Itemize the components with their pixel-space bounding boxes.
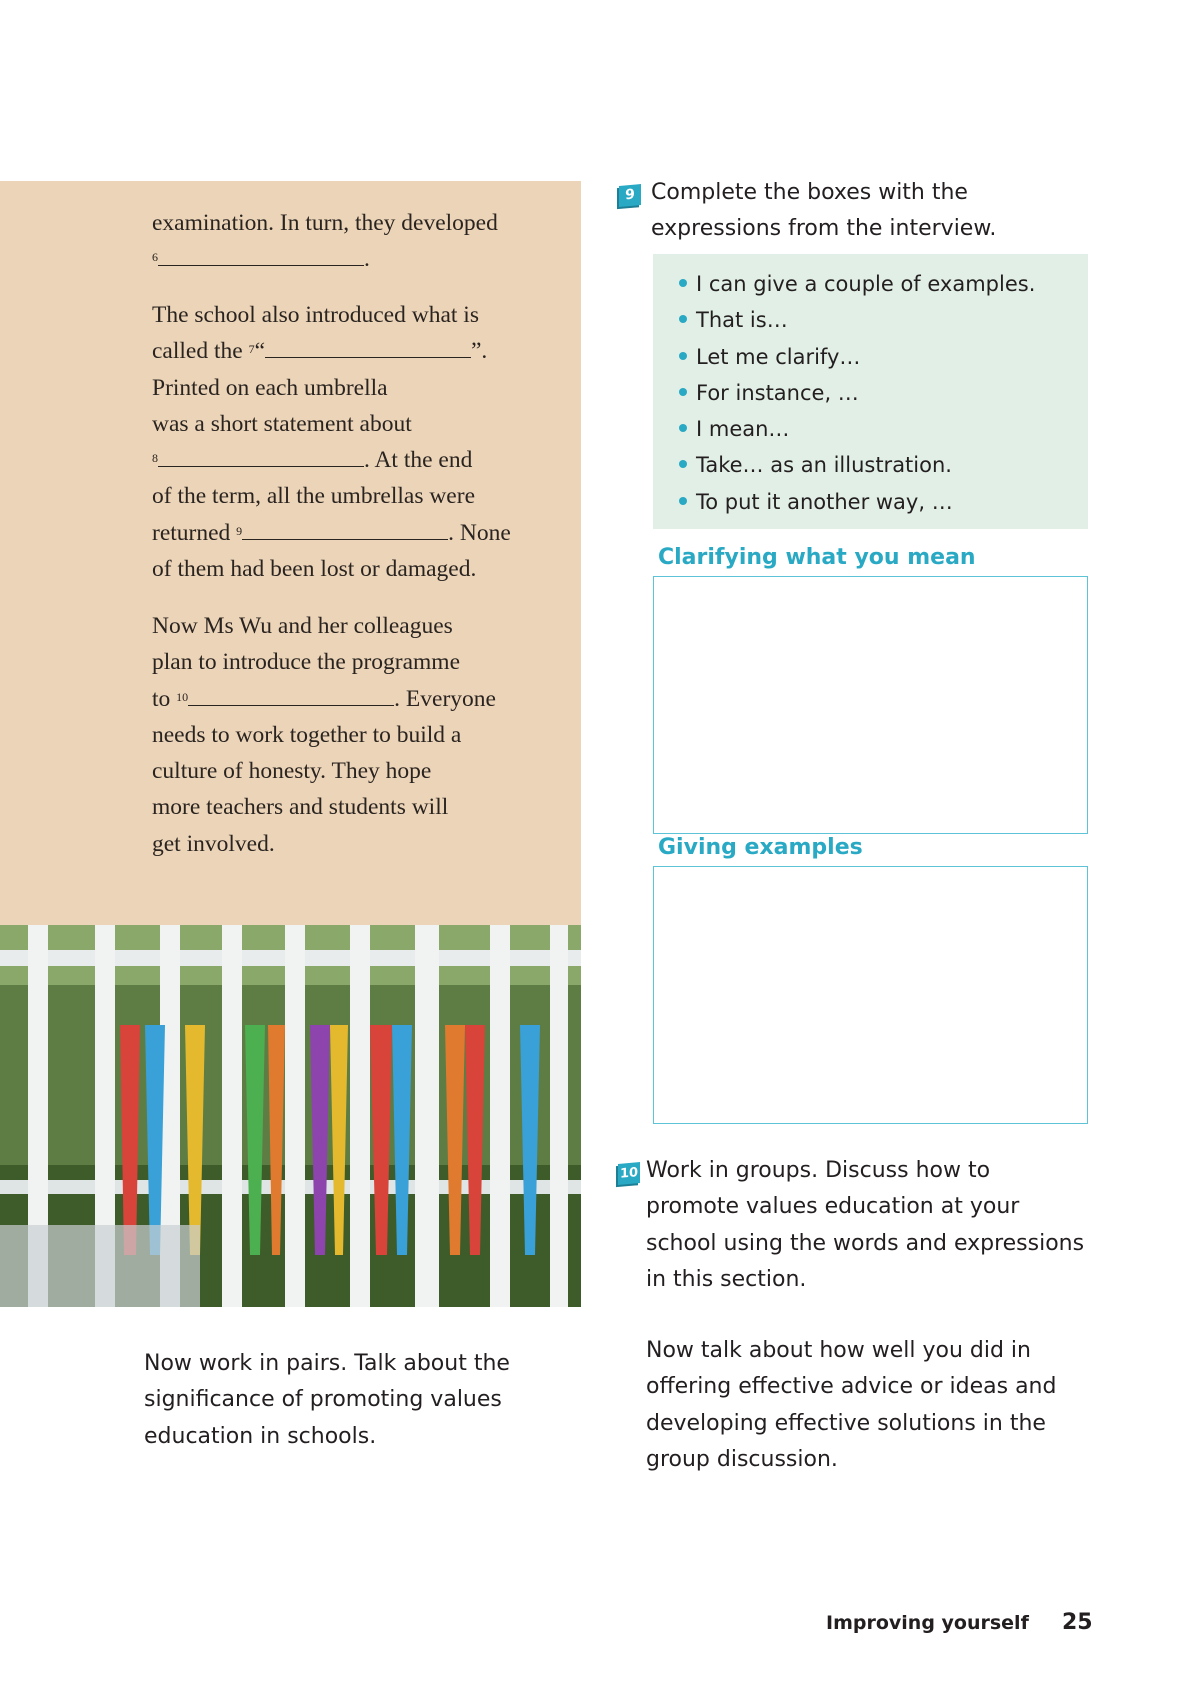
text-line: Now talk about how well you did in bbox=[646, 1338, 1031, 1363]
text-line: of them had been lost or damaged. bbox=[152, 556, 477, 583]
text-line bbox=[152, 442, 572, 478]
expression-item bbox=[679, 302, 1088, 338]
bullet-icon bbox=[679, 352, 687, 360]
blank-7[interactable] bbox=[265, 338, 471, 358]
text-line: developing effective solutions in the bbox=[646, 1410, 1046, 1436]
box-title-examples: Giving examples bbox=[658, 835, 863, 860]
task10-instruction bbox=[646, 1153, 1084, 1298]
task10-reflection bbox=[646, 1333, 1056, 1478]
text-line: Now work in pairs. Talk about the bbox=[144, 1351, 510, 1376]
task9-instruction bbox=[651, 175, 996, 248]
expression-text: To put it another way, … bbox=[696, 489, 953, 514]
expression-item bbox=[679, 266, 1088, 302]
text: . None bbox=[448, 519, 511, 546]
bullet-icon bbox=[679, 460, 687, 468]
fence-illustration bbox=[0, 925, 581, 1307]
expression-text: For instance, … bbox=[696, 380, 859, 405]
text-line: plan to introduce the programme bbox=[152, 649, 461, 676]
expression-text: I can give a couple of examples. bbox=[696, 272, 1036, 296]
pairs-task bbox=[144, 1346, 510, 1455]
expression-item bbox=[679, 375, 1088, 411]
text-line bbox=[152, 515, 572, 551]
text: returned bbox=[152, 519, 237, 546]
blank-number: 9 bbox=[236, 523, 243, 538]
expression-text: I mean… bbox=[696, 417, 790, 442]
text-line: promote values education at your bbox=[646, 1194, 1020, 1220]
paragraph-1 bbox=[152, 205, 572, 278]
text-line: significance of promoting values bbox=[144, 1387, 502, 1413]
text-line: of the term, all the umbrellas were bbox=[152, 483, 475, 510]
blank-number: 10 bbox=[176, 689, 189, 704]
page-number: 25 bbox=[1062, 1610, 1093, 1635]
text-line: get involved. bbox=[152, 830, 275, 857]
bullet-icon bbox=[679, 315, 687, 323]
box-title-clarifying: Clarifying what you mean bbox=[658, 545, 976, 570]
text: . bbox=[364, 246, 370, 273]
text-line: needs to work together to build a bbox=[152, 721, 462, 748]
paragraph-2 bbox=[152, 297, 572, 587]
text-line: in this section. bbox=[646, 1266, 807, 1292]
blank-9[interactable] bbox=[242, 520, 448, 540]
expression-text: Let me clarify… bbox=[696, 344, 861, 369]
text-line: Complete the boxes with the bbox=[651, 180, 968, 205]
clarifying-answer-box[interactable] bbox=[653, 576, 1088, 834]
expression-item bbox=[679, 447, 1088, 483]
paragraph-3 bbox=[152, 608, 572, 862]
umbrellas-on-fence-photo bbox=[0, 925, 581, 1307]
blank-6[interactable] bbox=[158, 246, 364, 266]
text: . At the end bbox=[364, 447, 473, 474]
expression-text: That is… bbox=[696, 308, 788, 333]
text: to bbox=[152, 685, 177, 712]
text-line: more teachers and students will bbox=[152, 794, 449, 821]
task-number-badge: 9 bbox=[619, 184, 641, 207]
text-line: education in schools. bbox=[144, 1423, 377, 1449]
bullet-icon bbox=[679, 279, 687, 287]
blank-number: 8 bbox=[152, 451, 158, 466]
expression-item bbox=[679, 484, 1088, 520]
text-line bbox=[152, 333, 572, 369]
expression-item bbox=[679, 411, 1088, 447]
blank-10[interactable] bbox=[188, 686, 394, 706]
blank-number: 6 bbox=[152, 250, 158, 265]
text-line: group discussion. bbox=[646, 1446, 838, 1472]
bullet-icon bbox=[679, 388, 687, 396]
text-line: Printed on each umbrella bbox=[152, 374, 388, 401]
task-number-badge: 10 bbox=[618, 1162, 640, 1185]
expression-text: Take… as an illustration. bbox=[696, 453, 952, 478]
text-line: expressions from the interview. bbox=[651, 216, 997, 242]
text: called the bbox=[152, 338, 249, 365]
text-line: The school also introduced what is bbox=[152, 302, 479, 328]
bullet-icon bbox=[679, 424, 687, 432]
text-line: Work in groups. Discuss how to bbox=[646, 1158, 991, 1183]
text-line: Now Ms Wu and her colleagues bbox=[152, 613, 453, 639]
text-line: offering effective advice or ideas and bbox=[646, 1374, 1057, 1400]
text: “ bbox=[254, 338, 265, 365]
bullet-icon bbox=[679, 497, 687, 505]
section-name: Improving yourself bbox=[826, 1612, 1029, 1634]
expression-item bbox=[679, 339, 1088, 375]
examples-answer-box[interactable] bbox=[653, 866, 1088, 1124]
text: . Everyone bbox=[394, 685, 496, 712]
text-line: school using the words and expressions bbox=[646, 1230, 1085, 1256]
text-line: was a short statement about bbox=[152, 410, 412, 437]
expressions-box bbox=[653, 254, 1088, 529]
text-line: examination. In turn, they developed bbox=[152, 210, 498, 236]
blank-line-6[interactable] bbox=[152, 241, 572, 277]
blank-number: 7 bbox=[248, 342, 255, 357]
text-line bbox=[152, 681, 572, 717]
text-line: culture of honesty. They hope bbox=[152, 758, 432, 785]
blank-8[interactable] bbox=[158, 447, 364, 467]
text: ”. bbox=[471, 338, 488, 365]
